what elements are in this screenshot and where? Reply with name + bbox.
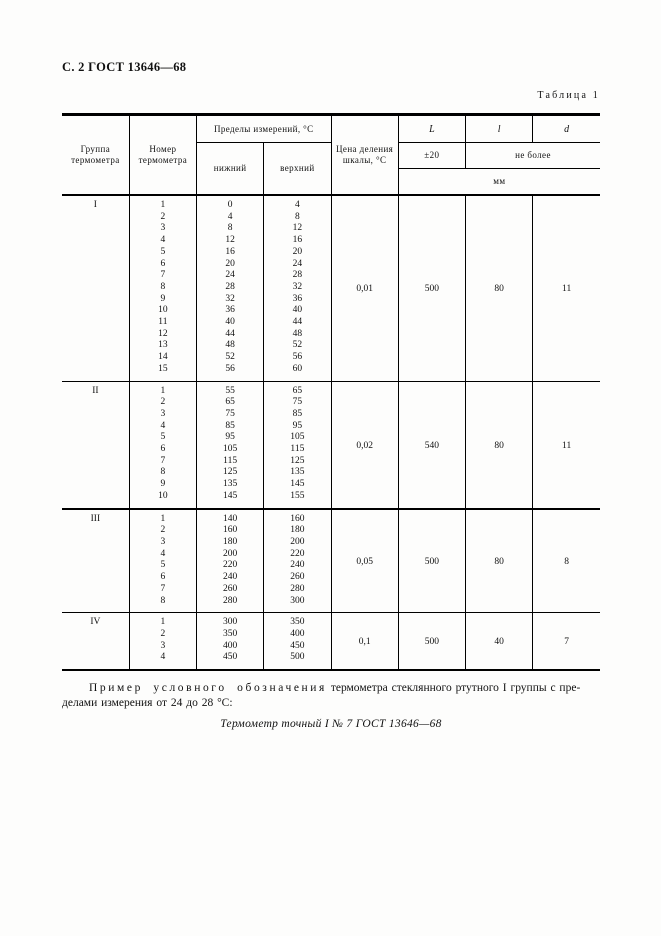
L-value-cell: 540 bbox=[398, 381, 465, 509]
thermometer-number-cell: 6 bbox=[129, 572, 196, 584]
thermometer-number-cell: 3 bbox=[129, 641, 196, 653]
header-limits: Пределы измерений, °С bbox=[197, 115, 332, 143]
example-label: Пример условного обозначения bbox=[89, 682, 327, 694]
division-value-cell: 0,05 bbox=[331, 509, 398, 613]
lower-limit-cell: 260 bbox=[197, 584, 264, 596]
lower-limit-cell: 24 bbox=[197, 270, 264, 282]
lower-limit-cell: 8 bbox=[197, 223, 264, 235]
lower-limit-cell: 75 bbox=[197, 409, 264, 421]
header-upper: верхний bbox=[264, 143, 331, 196]
thermometer-number-cell: 1 bbox=[129, 381, 196, 397]
thermometer-number-cell: 15 bbox=[129, 364, 196, 381]
lower-limit-cell: 16 bbox=[197, 247, 264, 259]
header-d: d bbox=[533, 115, 600, 143]
lower-limit-cell: 400 bbox=[197, 641, 264, 653]
thermometer-number-cell: 8 bbox=[129, 282, 196, 294]
thermometer-number-cell: 9 bbox=[129, 479, 196, 491]
thermometer-number-cell: 5 bbox=[129, 247, 196, 259]
upper-limit-cell: 135 bbox=[264, 467, 331, 479]
thermometer-number-cell: 3 bbox=[129, 537, 196, 549]
upper-limit-cell: 28 bbox=[264, 270, 331, 282]
upper-limit-cell: 16 bbox=[264, 235, 331, 247]
example-text-line1: термометра стеклянного ртутного I группы с пре- bbox=[326, 682, 581, 694]
upper-limit-cell: 180 bbox=[264, 525, 331, 537]
upper-limit-cell: 105 bbox=[264, 432, 331, 444]
group-label: I bbox=[62, 195, 129, 381]
lower-limit-cell: 95 bbox=[197, 432, 264, 444]
lower-limit-cell: 140 bbox=[197, 509, 264, 526]
upper-limit-cell: 56 bbox=[264, 352, 331, 364]
upper-limit-cell: 60 bbox=[264, 364, 331, 381]
upper-limit-cell: 24 bbox=[264, 259, 331, 271]
header-L: L bbox=[398, 115, 465, 143]
thermometer-number-cell: 1 bbox=[129, 195, 196, 212]
upper-limit-cell: 500 bbox=[264, 652, 331, 670]
thermometer-number-cell: 2 bbox=[129, 629, 196, 641]
thermometer-number-cell: 4 bbox=[129, 235, 196, 247]
header-mm: мм bbox=[398, 169, 600, 196]
lower-limit-cell: 48 bbox=[197, 340, 264, 352]
l-value-cell: 80 bbox=[466, 509, 533, 613]
lower-limit-cell: 160 bbox=[197, 525, 264, 537]
page-title: С. 2 ГОСТ 13646—68 bbox=[62, 60, 187, 74]
lower-limit-cell: 85 bbox=[197, 421, 264, 433]
thermometer-number-cell: 6 bbox=[129, 259, 196, 271]
lower-limit-cell: 56 bbox=[197, 364, 264, 381]
table-row bbox=[62, 381, 600, 397]
thermometer-number-cell: 5 bbox=[129, 432, 196, 444]
lower-limit-cell: 125 bbox=[197, 467, 264, 479]
thermometer-number-cell: 7 bbox=[129, 584, 196, 596]
upper-limit-cell: 20 bbox=[264, 247, 331, 259]
thermometer-number-cell: 3 bbox=[129, 409, 196, 421]
header-l: l bbox=[466, 115, 533, 143]
table-header bbox=[62, 115, 600, 196]
thermometer-number-cell: 11 bbox=[129, 317, 196, 329]
example-paragraph bbox=[62, 681, 600, 710]
lower-limit-cell: 0 bbox=[197, 195, 264, 212]
header-row-1 bbox=[62, 115, 600, 143]
table-group-III bbox=[62, 509, 600, 613]
l-value-cell: 80 bbox=[466, 195, 533, 381]
l-value-cell: 80 bbox=[466, 381, 533, 509]
thermometer-number-cell: 10 bbox=[129, 305, 196, 317]
thermometer-number-cell: 7 bbox=[129, 270, 196, 282]
thermometer-spec-table bbox=[62, 113, 600, 671]
example-text-line2: делами измерения от 24 до 28 °С: bbox=[62, 696, 233, 709]
group-label: III bbox=[62, 509, 129, 613]
upper-limit-cell: 450 bbox=[264, 641, 331, 653]
upper-limit-cell: 300 bbox=[264, 596, 331, 613]
lower-limit-cell: 4 bbox=[197, 212, 264, 224]
upper-limit-cell: 32 bbox=[264, 282, 331, 294]
header-group: Группа термометра bbox=[71, 144, 120, 165]
lower-limit-cell: 135 bbox=[197, 479, 264, 491]
thermometer-number-cell: 3 bbox=[129, 223, 196, 235]
upper-limit-cell: 75 bbox=[264, 397, 331, 409]
thermometer-number-cell: 4 bbox=[129, 652, 196, 670]
upper-limit-cell: 52 bbox=[264, 340, 331, 352]
lower-limit-cell: 280 bbox=[197, 596, 264, 613]
l-value-cell: 40 bbox=[466, 613, 533, 670]
upper-limit-cell: 44 bbox=[264, 317, 331, 329]
upper-limit-cell: 400 bbox=[264, 629, 331, 641]
thermometer-number-cell: 8 bbox=[129, 467, 196, 479]
header-division: Цена деления шкалы, °С bbox=[331, 115, 398, 196]
lower-limit-cell: 200 bbox=[197, 549, 264, 561]
header-no-more: не более bbox=[466, 143, 601, 169]
upper-limit-cell: 4 bbox=[264, 195, 331, 212]
thermometer-number-cell: 13 bbox=[129, 340, 196, 352]
upper-limit-cell: 65 bbox=[264, 381, 331, 397]
division-value-cell: 0,1 bbox=[331, 613, 398, 670]
upper-limit-cell: 220 bbox=[264, 549, 331, 561]
thermometer-number-cell: 2 bbox=[129, 525, 196, 537]
header-L-tolerance: ±20 bbox=[398, 143, 465, 169]
upper-limit-cell: 145 bbox=[264, 479, 331, 491]
table-row bbox=[62, 613, 600, 629]
L-value-cell: 500 bbox=[398, 195, 465, 381]
table-group-II bbox=[62, 381, 600, 509]
header-lower: нижний bbox=[197, 143, 264, 196]
lower-limit-cell: 12 bbox=[197, 235, 264, 247]
L-value-cell: 500 bbox=[398, 509, 465, 613]
group-label: II bbox=[62, 381, 129, 509]
thermometer-number-cell: 6 bbox=[129, 444, 196, 456]
division-value-cell: 0,01 bbox=[331, 195, 398, 381]
lower-limit-cell: 52 bbox=[197, 352, 264, 364]
lower-limit-cell: 220 bbox=[197, 560, 264, 572]
thermometer-number-cell: 12 bbox=[129, 329, 196, 341]
thermometer-number-cell: 5 bbox=[129, 560, 196, 572]
upper-limit-cell: 350 bbox=[264, 613, 331, 629]
thermometer-number-cell: 7 bbox=[129, 456, 196, 468]
thermometer-number-cell: 1 bbox=[129, 613, 196, 629]
d-value-cell: 11 bbox=[533, 195, 600, 381]
lower-limit-cell: 115 bbox=[197, 456, 264, 468]
L-value-cell: 500 bbox=[398, 613, 465, 670]
table-row bbox=[62, 195, 600, 212]
division-value-cell: 0,02 bbox=[331, 381, 398, 509]
upper-limit-cell: 260 bbox=[264, 572, 331, 584]
upper-limit-cell: 8 bbox=[264, 212, 331, 224]
upper-limit-cell: 48 bbox=[264, 329, 331, 341]
upper-limit-cell: 200 bbox=[264, 537, 331, 549]
thermometer-number-cell: 2 bbox=[129, 397, 196, 409]
table-group-IV bbox=[62, 613, 600, 670]
lower-limit-cell: 240 bbox=[197, 572, 264, 584]
thermometer-number-cell: 8 bbox=[129, 596, 196, 613]
lower-limit-cell: 36 bbox=[197, 305, 264, 317]
d-value-cell: 7 bbox=[533, 613, 600, 670]
thermometer-number-cell: 9 bbox=[129, 294, 196, 306]
lower-limit-cell: 32 bbox=[197, 294, 264, 306]
upper-limit-cell: 115 bbox=[264, 444, 331, 456]
upper-limit-cell: 155 bbox=[264, 491, 331, 509]
lower-limit-cell: 180 bbox=[197, 537, 264, 549]
group-label: IV bbox=[62, 613, 129, 670]
upper-limit-cell: 160 bbox=[264, 509, 331, 526]
table-group-I bbox=[62, 195, 600, 381]
upper-limit-cell: 125 bbox=[264, 456, 331, 468]
header-number: Номер термометра bbox=[129, 115, 196, 196]
thermometer-number-cell: 14 bbox=[129, 352, 196, 364]
table-row bbox=[62, 509, 600, 526]
d-value-cell: 11 bbox=[533, 381, 600, 509]
upper-limit-cell: 12 bbox=[264, 223, 331, 235]
upper-limit-cell: 240 bbox=[264, 560, 331, 572]
lower-limit-cell: 145 bbox=[197, 491, 264, 509]
lower-limit-cell: 55 bbox=[197, 381, 264, 397]
lower-limit-cell: 65 bbox=[197, 397, 264, 409]
lower-limit-cell: 40 bbox=[197, 317, 264, 329]
lower-limit-cell: 350 bbox=[197, 629, 264, 641]
lower-limit-cell: 28 bbox=[197, 282, 264, 294]
lower-limit-cell: 105 bbox=[197, 444, 264, 456]
lower-limit-cell: 450 bbox=[197, 652, 264, 670]
upper-limit-cell: 85 bbox=[264, 409, 331, 421]
lower-limit-cell: 20 bbox=[197, 259, 264, 271]
designation-example: Термометр точный I № 7 ГОСТ 13646—68 bbox=[220, 718, 442, 730]
thermometer-number-cell: 2 bbox=[129, 212, 196, 224]
upper-limit-cell: 40 bbox=[264, 305, 331, 317]
thermometer-number-cell: 10 bbox=[129, 491, 196, 509]
d-value-cell: 8 bbox=[533, 509, 600, 613]
upper-limit-cell: 95 bbox=[264, 421, 331, 433]
table-caption: Таблица 1 bbox=[537, 90, 600, 101]
lower-limit-cell: 44 bbox=[197, 329, 264, 341]
upper-limit-cell: 36 bbox=[264, 294, 331, 306]
thermometer-number-cell: 4 bbox=[129, 421, 196, 433]
upper-limit-cell: 280 bbox=[264, 584, 331, 596]
thermometer-number-cell: 1 bbox=[129, 509, 196, 526]
lower-limit-cell: 300 bbox=[197, 613, 264, 629]
thermometer-number-cell: 4 bbox=[129, 549, 196, 561]
